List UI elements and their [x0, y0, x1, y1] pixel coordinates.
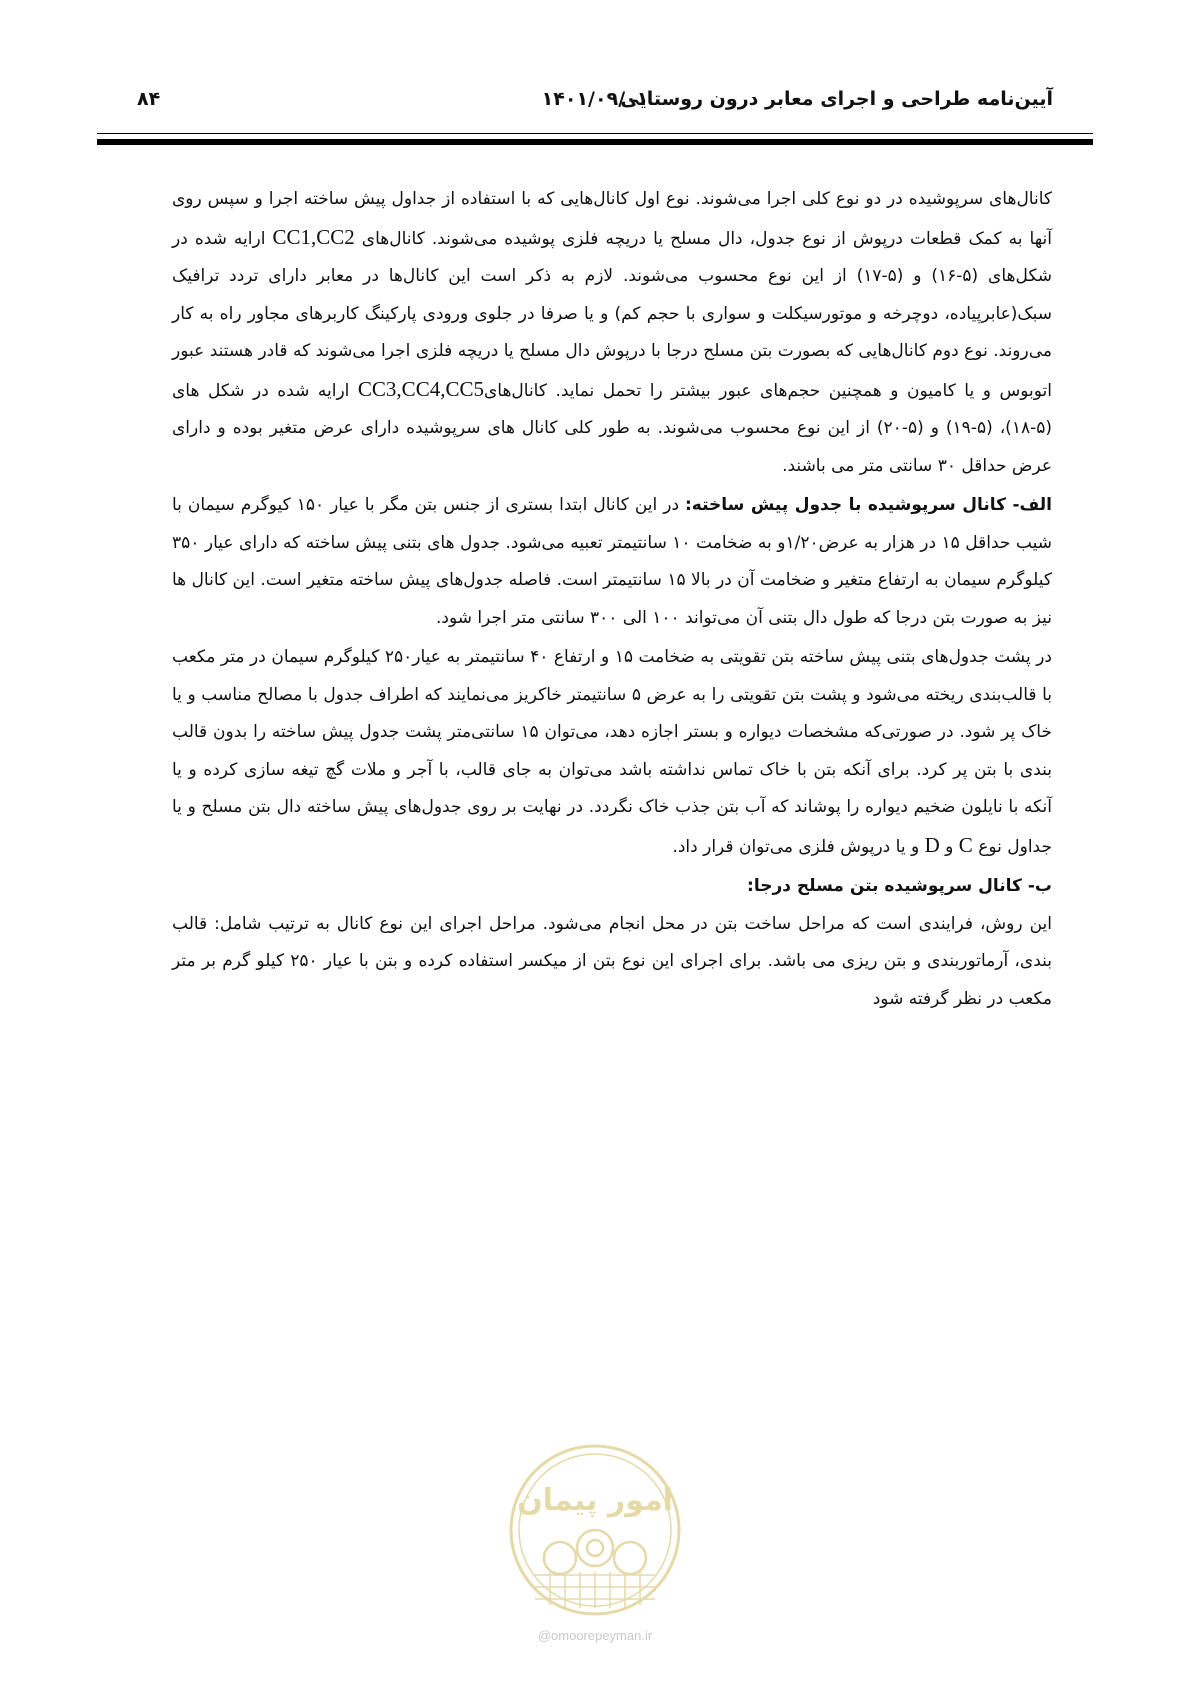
paragraph-channel-types: کانال‌های سرپوشیده در دو نوع کلی اجرا می‌شوند. نوع اول کانال‌هایی که با استفاده از جداول پیش ساخته اجرا و سپس روی آنها به کمک قطعات درپوش از نوع جدول، دال مسلح یا دریچه فلزی پوشیده می‌شوند. کانال‌های CC1,CC2 ارایه شده در شکل‌های (۵-۱۶) و (۵-۱۷) از این نوع محسوب می‌شوند. لازم به ذکر است این کانال‌ها در معابر دارای تردد ترافیک سبک(عابرپیاده، دوچرخه و موتورسیکلت و سواری با حجم کم) و یا صرفا در جلوی ورودی پارکینگ کاربرهای مجاور راه به کار می‌روند. نوع دوم کانال‌هایی که بصورت بتن مسلح درجا با درپوش دال مسلح یا دریچه فلزی اجرا می‌شوند که قادر هستند عبور اتوبوس و یا کامیون و همچنین حجم‌های عبور بیشتر را تحمل نماید. کانال‌هایCC3,CC4,CC5 ارایه شده در شکل های (۵-۱۸)، (۵-۱۹) و (۵-۲۰) از این نوع محسوب می‌شوند. به طور کلی کانال های سرپوشیده دارای عرض متغیر بوده و دارای عرض حداقل ۳۰ سانتی متر می باشند.	[172, 189, 1052, 476]
watermark-url: @omoorepeyman.ir	[537, 1628, 653, 1643]
watermark-seal-icon	[505, 1440, 685, 1620]
section-heading-a: الف- کانال سرپوشیده با جدول پیش ساخته:	[685, 495, 1052, 515]
paragraph-prefab-channel: الف- کانال سرپوشیده با جدول پیش ساخته: در این کانال ابتدا بستری از جنس بتن مگر با عیار ۱۵۰ کیوگرم سیمان با شیب حداقل ۱۵ در هزار به عرض۱/۲۰و به ضخامت ۱۰ سانتیمتر تعبیه می‌شود. جدول های بتنی پیش ساخته که دارای عیار ۳۵۰ کیلوگرم سیمان به ارتفاع متغیر و ضخامت آن در بالا ۱۵ سانتیمتر است. فاصله جدول‌های پیش ساخته متغیر است. این کانال ها نیز به صورت بتن درجا که طول دال بتنی آن می‌تواند ۱۰۰ الی ۳۰۰ سانتی متر اجرا شود.	[172, 495, 1053, 628]
page-header	[97, 88, 1093, 128]
document-title: آیین‌نامه طراحی و اجرای معابر درون روستایی	[620, 88, 1053, 110]
channel-code-cc3-cc5: CC3,CC4,CC5	[357, 376, 484, 401]
channel-code-cc1-cc2: CC1,CC2	[272, 224, 355, 249]
curb-type-c: C	[958, 832, 973, 857]
paragraph-backfill: در پشت جدول‌های بتنی پیش ساخته بتن تقویتی به ضخامت ۱۵ و ارتفاع ۴۰ سانتیمتر به عیار۲۵۰ کیلوگرم سیمان در متر مکعب با قالب‌بندی ریخته می‌شود و پشت بتن تقویتی را به عرض ۵ سانتیمتر خاکریز می‌نمایند که اطراف جدول با مصالح مناسب و یا خاک پر شود. در صورتی‌که مشخصات دیواره و بستر اجازه دهد، می‌توان ۱۵ سانتی‌متر پشت جدول پیش ساخته را بدون قالب بندی با بتن پر کرد. برای آنکه بتن با خاک تماس نداشته باشد می‌توان به جای قالب، با آجر و ملات گچ تیغه سازی کرده و یا آنکه با نایلون ضخیم دیواره را پوشاند که آب بتن جذب خاک نگردد. در نهایت بر روی جدول‌های پیش ساخته دال بتن مسلح و یا جداول نوع C و D و یا درپوش فلزی می‌توان قرار داد.	[172, 647, 1053, 857]
page-body	[172, 181, 1052, 1020]
curb-type-d: D	[924, 832, 940, 857]
page-number: ۸۴	[137, 88, 161, 110]
section-heading-b: ب- کانال سرپوشیده بتن مسلح درجا:	[747, 876, 1052, 896]
header-rule-thick	[97, 139, 1093, 145]
document-date: ۱۴۰۱/۰۹/۰۱	[541, 88, 649, 110]
paragraph-cast-in-place: این روش، فرایندی است که مراحل ساخت بتن در محل انجام می‌شود. مراحل اجرای این نوع کانال به ترتیب شامل: قالب بندی، آرماتوربندی و بتن ریزی می باشد. برای اجرای این نوع بتن از میکسر استفاده کرده و بتن با عیار ۲۵۰ کیلو گرم بر متر مکعب در نظر گرفته شود	[172, 913, 1052, 1009]
header-rule-thin	[97, 133, 1093, 134]
seal-lettering: امور پیمان	[517, 1483, 673, 1518]
